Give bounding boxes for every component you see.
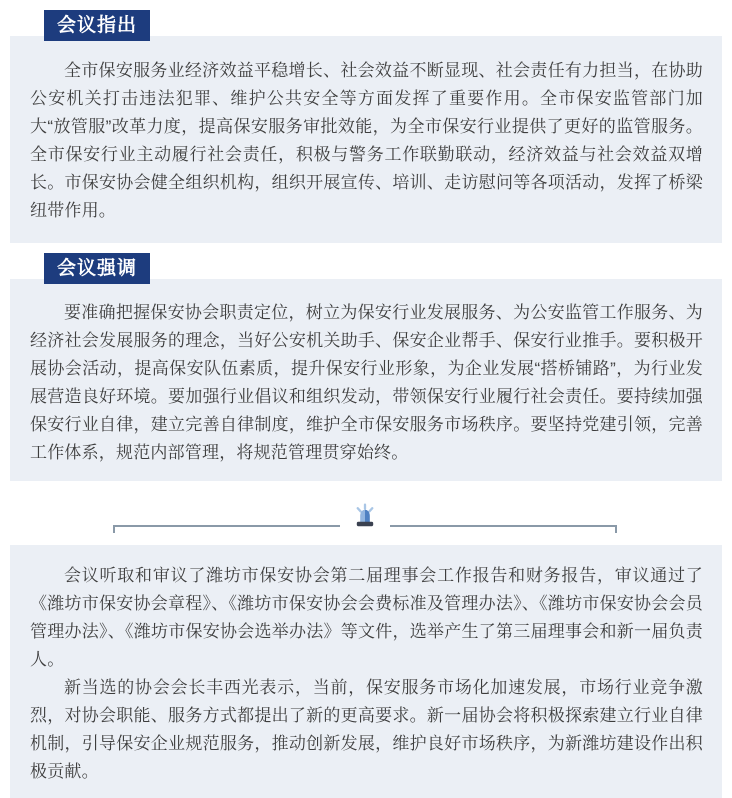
paragraph: 会议听取和审议了潍坊市保安协会第二届理事会工作报告和财务报告，审议通过了《潍坊市保安协会章程》、《潍坊市保安协会会费标准及管理办法》、《潍坊市保安协会会员管理办法》、《潍坊市保安协会选举办法》等文件，选举产生了第三届理事会和新一届负责人。 (30, 566, 703, 669)
divider-line-right (390, 525, 617, 533)
paragraph: 新当选的协会会长丰西光表示，当前，保安服务市场化加速发展，市场行业竞争激烈，对协会职能、服务方式都提出了新的更高要求。新一届协会将积极探索建立行业自律机制，引导保安企业规范服务，推动创新发展，维护良好市场秩序，为新潍坊建设作出积极贡献。 (30, 678, 703, 781)
section-panel-pointed-out (10, 36, 722, 243)
section-panel-results (10, 545, 722, 798)
section-meeting-results (10, 545, 722, 798)
section-meeting-pointed-out (10, 10, 722, 243)
divider-line-left (113, 525, 340, 533)
section-badge-emphasized: 会议强调 (44, 253, 150, 284)
paragraph: 要准确把握保安协会职责定位，树立为保安行业发展服务、为公安监管工作服务、为经济社会发展服务的理念，当好公安机关助手、保安企业帮手、保安行业推手。要积极开展协会活动，提高保安队伍素质，提升保安行业形象，为企业发展“搭桥铺路”，为行业发展营造良好环境。要加强行业倡议和组织发动，带领保安行业履行社会责任。要持续加强保安行业自律，建立完善自律制度，维护全市保安服务市场秩序。要坚持党建引领，完善工作体系，规范内部管理，将规范管理贯穿始终。 (30, 303, 703, 462)
paragraph: 全市保安服务业经济效益平稳增长、社会效益不断显现、社会责任有力担当，在协助公安机关打击违法犯罪、维护公共安全等方面发挥了重要作用。全市保安监管部门加大“放管服”改革力度，提高保安服务审批效能，为全市保安行业提供了更好的监管服务。全市保安行业主动履行社会责任，积极与警务工作联勤联动，经济效益与社会效益双增长。市保安协会健全组织机构，组织开展宣传、培训、走访慰问等各项活动，发挥了桥梁纽带作用。 (30, 61, 703, 220)
section-panel-emphasized (10, 279, 722, 481)
section-meeting-emphasized (10, 253, 722, 481)
section-badge-pointed-out: 会议指出 (44, 10, 150, 41)
section-divider (113, 502, 617, 533)
siren-icon (351, 502, 379, 529)
